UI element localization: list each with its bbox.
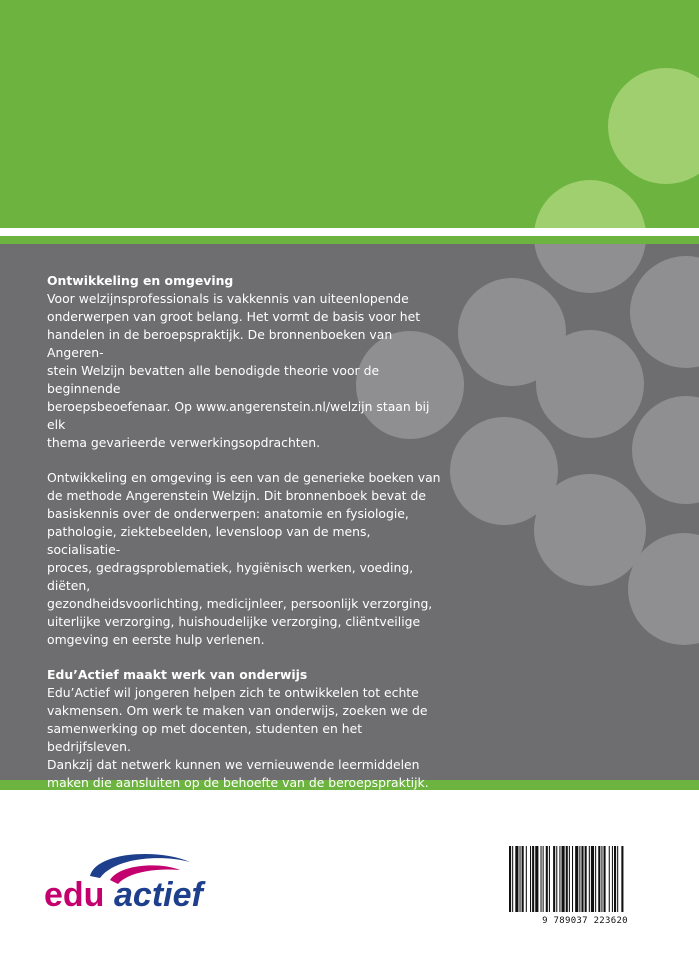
decorative-circle (534, 244, 646, 293)
text-line: vakmensen. Om werk te maken van onderwijs, zoeken we de (47, 703, 428, 718)
text-line: samenwerking op met docenten, studenten en het bedrijfsleven. (47, 721, 363, 754)
edu-actief-logo (40, 848, 230, 918)
barcode-bar (585, 846, 587, 912)
text-line: de methode Angerenstein Welzijn. Dit bronnenboek bevat de (47, 488, 426, 503)
barcode-bar (575, 846, 578, 912)
green-header-band (0, 0, 699, 228)
barcode-bar (595, 846, 596, 912)
barcode-bar (546, 846, 548, 912)
barcode-bar (553, 846, 555, 912)
barcode-bar (543, 846, 544, 912)
decorative-circle (534, 180, 646, 228)
text-line: maken die aansluiten op de behoefte van de beroepspraktijk. (47, 775, 429, 790)
decorative-circle (534, 474, 646, 586)
barcode-bar (532, 846, 534, 912)
text-line: thema gevarieerde verwerkingsopdrachten. (47, 435, 321, 450)
barcode-bar (617, 846, 618, 912)
decorative-circles-top (0, 0, 699, 228)
barcode-bar (572, 846, 573, 912)
text-line: onderwerpen van groot belang. Het vormt de basis voor het (47, 309, 421, 324)
text-line: Ontwikkeling en omgeving is een van de generieke boeken van (47, 470, 441, 485)
decorative-circle (632, 396, 699, 504)
paragraph-gap (47, 649, 447, 666)
decorative-circle (608, 68, 699, 184)
text-line: basiskennis over de onderwerpen: anatomie en fysiologie, (47, 506, 409, 521)
barcode-bar (535, 846, 538, 912)
barcode-bar (581, 846, 583, 912)
barcode-bar (612, 846, 613, 912)
paragraph-gap (47, 452, 447, 469)
barcode-bar (522, 846, 524, 912)
text-line: stein Welzijn bevatten alle benodigde theorie voor de beginnende (47, 363, 380, 396)
barcode-bar (562, 846, 565, 912)
text-line: Dankzij dat netwerk kunnen we vernieuwende leermiddelen (47, 757, 420, 772)
barcode-bar (604, 846, 606, 912)
barcode-bar (541, 846, 542, 912)
barcode-bar (614, 846, 616, 912)
barcode-bar (589, 846, 590, 912)
barcode-bar (591, 846, 594, 912)
logo-swoosh-blue (90, 854, 190, 878)
barcode-bar (530, 846, 531, 912)
text-line: Edu’Actief wil jongeren helpen zich te ontwikkelen tot echte (47, 685, 419, 700)
barcode-digits: 9 789037 223620 (542, 916, 628, 926)
barcode-bar (515, 846, 518, 912)
decorative-circle (536, 330, 644, 438)
text-line: pathologie, ziektebeelden, levensloop van de mens, socialisatie- (47, 524, 371, 557)
logo-text-edu: edu (44, 876, 105, 914)
text-line: omgeving en eerste hulp verlenen. (47, 632, 265, 647)
barcode-bar (601, 846, 602, 912)
barcode-bar (526, 846, 527, 912)
barcode-bar (569, 846, 570, 912)
barcode-bar (556, 846, 557, 912)
barcode-bar (598, 846, 600, 912)
barcode-bar (566, 846, 568, 912)
back-cover-text (47, 272, 447, 792)
section-heading: Edu’Actief maakt werk van onderwijs (47, 667, 308, 682)
text-line: handelen in de beroepspraktijk. De bronnenboeken van Angeren- (47, 327, 393, 360)
barcode-bar (579, 846, 580, 912)
barcode-bar (621, 846, 623, 912)
white-stripe (0, 228, 699, 236)
text-line: beroepsbeoefenaar. Op www.angerenstein.nl/welzijn staan bij elk (47, 399, 430, 432)
text-line: Voor welzijnsprofessionals is vakkennis van uiteenlopende (47, 291, 409, 306)
logo-text-actief: actief (114, 876, 203, 914)
section-heading: Ontwikkeling en omgeving (47, 273, 234, 288)
barcode-bar (520, 846, 521, 912)
isbn-barcode (505, 844, 665, 930)
barcode-bar (609, 846, 610, 912)
barcode-bars (505, 844, 665, 914)
barcode-bar (559, 846, 560, 912)
text-line: proces, gedragsproblematiek, hygiënisch werken, voeding, diëten, (47, 560, 414, 593)
barcode-bar (509, 846, 511, 912)
barcode-bar (512, 846, 513, 912)
decorative-circle (630, 256, 699, 368)
text-line: gezondheidsvoorlichting, medicijnleer, persoonlijk verzorging, (47, 596, 433, 611)
green-stripe (0, 236, 699, 244)
text-line: uiterlijke verzorging, huishoudelijke verzorging, cliëntveilige (47, 614, 421, 629)
barcode-bar (549, 846, 550, 912)
